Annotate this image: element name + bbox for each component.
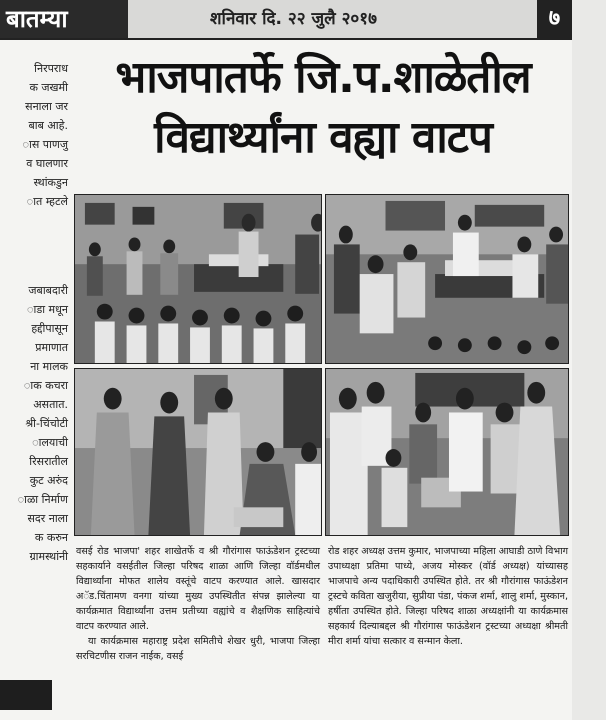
event-photo-1 — [74, 194, 322, 364]
article-paragraph: रोड शहर अध्यक्ष उत्तम कुमार, भाजपाच्या महिला आघाडी ठाणे विभाग उपाध्यक्षा प्रतिमा पाध्ये, अजय मोस्कर (वॉर्ड अध्यक्ष) यांच्यासह भाजपाचे अन्य पदाधिकारी उपस्थित होते. तर श्री गौरांगास फाऊंडेशन ट्रस्टचे कविता खजुरीया, सुप्रीया पंडा, पंकज शर्मा, शालु शर्मा, मुस्कान, हर्षीता उपस्थित होते. जिल्हा परिषद शाळा अध्यक्षांनी या कार्यक्रमास सहकार्य दिल्याबद्दल श्री गौरांगास फाऊंडेशन ट्रस्टच्या अध्यक्षा श्रीमती मीरा शर्मा यांचा सत्कार व सन्मान केला. — [328, 546, 568, 647]
headline-line-2: विद्यार्थ्यांना वह्या वाटप — [154, 112, 492, 163]
left-fragment: क जखमी — [29, 81, 68, 94]
event-photo-4 — [325, 368, 569, 536]
left-fragment: कुट अरुंद — [29, 474, 68, 487]
article-column-2 — [328, 544, 568, 649]
left-fragment: ालयाची — [32, 436, 68, 449]
article-paragraph: या कार्यक्रमास महाराष्ट्र प्रदेश समितीचे शेखर धुरी, भाजपा जिल्हा सरचिटणीस राजन नाईक, वसई — [76, 636, 320, 662]
left-fragment: ाक कचरा — [23, 379, 68, 392]
left-fragment: सनाला जर — [25, 100, 68, 113]
left-fragment: ाळा निर्माण — [17, 493, 68, 506]
left-fragment: ात म्हटले — [26, 195, 68, 208]
headline — [76, 48, 570, 168]
page-margin — [572, 0, 606, 720]
event-photo-2 — [325, 194, 569, 364]
left-fragment: सदर नाला — [27, 512, 68, 525]
event-photo-3 — [74, 368, 322, 536]
article-column-1 — [76, 544, 320, 664]
dateline: शनिवार दि. २२ जुलै २०१७ — [210, 9, 377, 29]
left-column — [0, 62, 70, 662]
advert-strip — [0, 680, 52, 710]
headline-line-1: भाजपातर्फे जि.प.शाळेतील — [115, 52, 531, 103]
left-fragment: हद्दीपासून — [31, 322, 68, 335]
article-paragraph: वसई रोड भाजपा' शहर शाखेतर्फे व श्री गौरांगास फाऊंडेशन ट्रस्टच्या सहकार्याने वसईतील जिल्हा परिषद शाळा आणि जिल्हा वॉर्डमधील विद्यार्थ्यांना मोफत शालेय वस्तूंचे वाटप करण्यात आले. खासदार अॅड.चिंतामण वनगा यांच्या मुख्य उपस्थितीत संपन्न झालेल्या या कार्यक्रमात विद्यार्थ्यांना उत्तम प्रतीच्या वह्यांचे व शैक्षणिक साहित्यांचे वाटप करण्यात आले. — [76, 546, 320, 632]
left-fragment: स्थांकडुन — [33, 176, 68, 189]
left-fragment: निरपराध — [34, 62, 68, 75]
left-fragment: ना मालक — [30, 360, 68, 373]
left-fragment: ग्रामस्थांनी — [29, 550, 68, 563]
left-fragment: रिसरातील — [29, 455, 68, 468]
left-fragment: प्रमाणात — [35, 341, 68, 354]
left-fragment: असतात. — [33, 398, 68, 411]
page-header — [0, 0, 572, 40]
left-fragment: श्री-चिंचोटी — [25, 417, 68, 430]
left-fragment: क करुन — [34, 531, 68, 544]
left-fragment: ास पाणजु — [22, 138, 68, 151]
left-fragment: जबाबदारी — [28, 284, 68, 297]
left-fragment: बाब आहे. — [28, 119, 68, 132]
left-fragment: व घालणार — [26, 157, 68, 170]
section-title: बातम्या — [0, 0, 128, 38]
left-fragment: ाडा मधून — [26, 303, 68, 316]
page-number: ७ — [537, 0, 572, 38]
